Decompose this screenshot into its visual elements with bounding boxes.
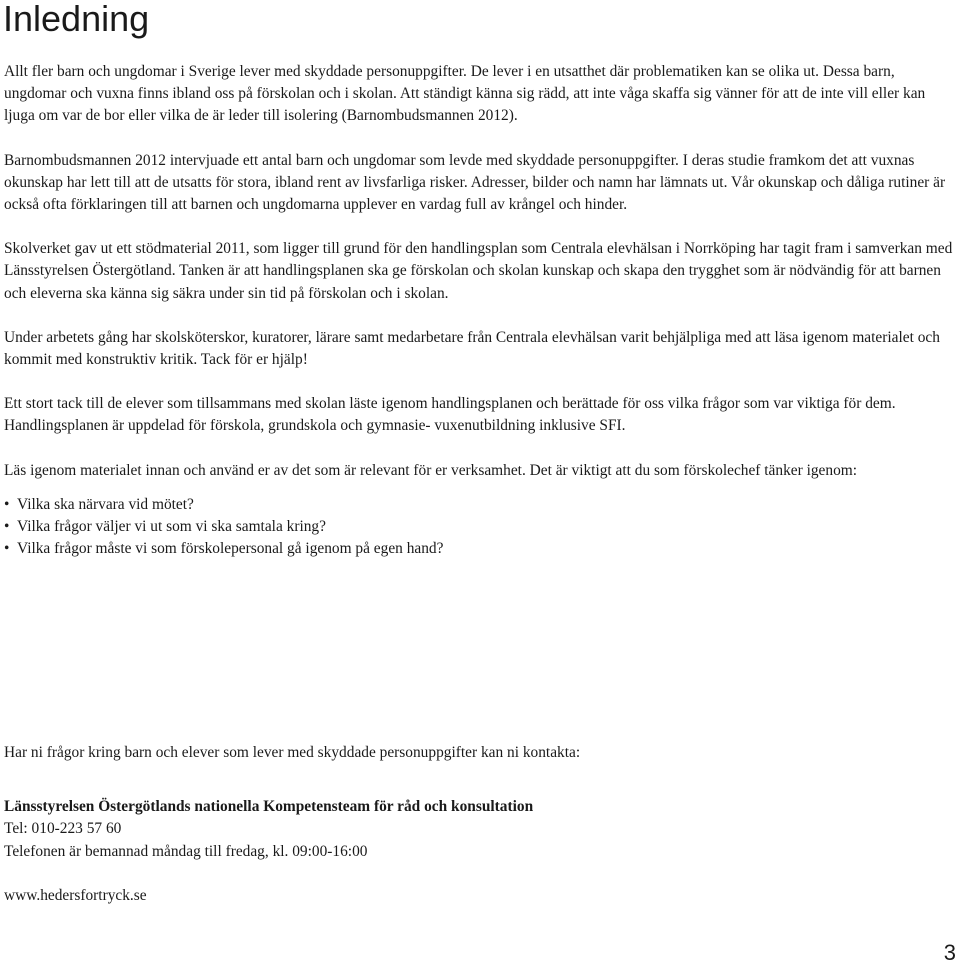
contact-website-link[interactable]: www.hedersfortryck.se [4,886,147,904]
question-item: • Vilka ska närvara vid mötet? [4,494,954,516]
paragraph-intro: Allt fler barn och ungdomar i Sverige lever med skyddade personuppgifter. De lever i en utsatthet där problematiken kan se olika ut. Dessa barn, ungdomar och vuxna finns ibland oss på förskolan och i skolan. Att ständigt känna sig rädd, att inte våga skaffa sig vänner för att de inte vill eller kan ljuga om var de bor eller vilka de är leder till isolering (Barnombudsmannen 2012). [4,63,926,125]
question-item: • Vilka frågor måste vi som förskolepersonal gå igenom på egen hand? [4,538,954,560]
contact-section [4,742,904,907]
paragraph-acknowledgement-students: Ett stort tack till de elever som tillsammans med skolan läste igenom handlingsplanen och berättade för oss vilka frågor som var viktiga för dem. Handlingsplanen är uppdelad för förskola, grundskola och gymnasie- vuxenutbildning inklusive SFI. [4,395,896,435]
paragraph-barnombudsmannen: Barnombudsmannen 2012 intervjuade ett antal barn och ungdomar som levde med skyddade personuppgifter. I deras studie framkom det att vuxnas okunskap har lett till att de utsatts för stora, ibland rent av livsfarliga risker. Adresser, bilder och namn har lämnats ut. Vår okunskap och dåliga rutiner är också ofta förklaringen till att barnen och ungdomarna upplever en vardag full av krångel och hinder. [4,151,946,214]
contact-phone: Tel: 010-223 57 60 [4,820,122,838]
page-number: 3 [943,940,956,965]
main-content [4,61,954,560]
paragraph-skolverket: Skolverket gav ut ett stödmaterial 2011, som ligger till grund för den handlingsplan som Centrala elevhälsan i Norrköping har tagit fram i samverkan med Länsstyrelsen Östergötland. Tanken är att handlingsplanen ska ge förskolan och skolan kunskap och skapa den trygghet som är nödvändig för att barnen och eleverna ska känna sig säkra under sin tid på förskolan och i skolan. [4,240,953,302]
paragraph-acknowledgement-staff: Under arbetets gång har skolsköterskor, kuratorer, lärare samt medarbetare från Centrala elevhälsan varit behjälpliga med att läsa igenom materialet och kommit med konstruktiv kritik. Tack för er hjälp! [4,328,940,369]
paragraph-instructions: Läs igenom materialet innan och använd er av det som är relevant för er verksamhet. Det är viktigt att du som förskolechef tänker igenom: [4,461,858,479]
question-item: • Vilka frågor väljer vi ut som vi ska samtala kring? [4,516,954,538]
contact-organization: Länsstyrelsen Östergötlands nationella Kompetensteam för råd och konsultation [4,798,534,816]
contact-hours: Telefonen är bemannad måndag till fredag, kl. 09:00-16:00 [4,842,368,860]
contact-intro: Har ni frågor kring barn och elever som lever med skyddade personuppgifter kan ni kontakta: [4,744,581,761]
question-list [4,494,954,561]
page-title: Inledning [3,0,150,39]
